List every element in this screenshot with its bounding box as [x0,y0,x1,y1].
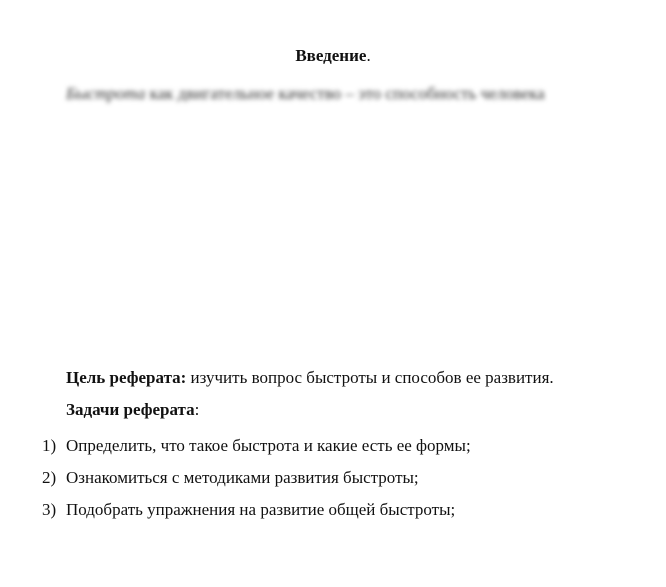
list-item-text: Определить, что такое быстрота и какие есть ее формы; [66,436,471,455]
goal-line [66,368,554,388]
tasks-label: Задачи реферата [66,400,195,419]
list-item [20,462,471,494]
goal-text: изучить вопрос быстроты и способов ее развития. [186,368,554,387]
goal-label: Цель реферата: [66,368,187,387]
heading-period: . [366,46,371,65]
tasks-heading [66,400,199,420]
list-item-number: 1) [42,436,57,455]
section-heading [0,46,666,66]
intro-paragraph [20,78,638,110]
heading-title: Введение [295,46,367,65]
list-item-number: 3) [42,500,57,519]
list-item-text: Ознакомиться с методиками развития быстроты; [66,468,419,487]
list-item [20,494,471,526]
tasks-list [20,430,471,526]
intro-lead-rest: как двигательное качество – это способность человека [145,84,545,103]
list-item-text: Подобрать упражнения на развитие общей быстроты; [66,500,456,519]
list-item-number: 2) [42,468,57,487]
tasks-colon: : [194,400,200,419]
intro-first-line [20,78,638,110]
list-item [20,430,471,462]
intro-lead-word: Быстрота [66,84,146,103]
